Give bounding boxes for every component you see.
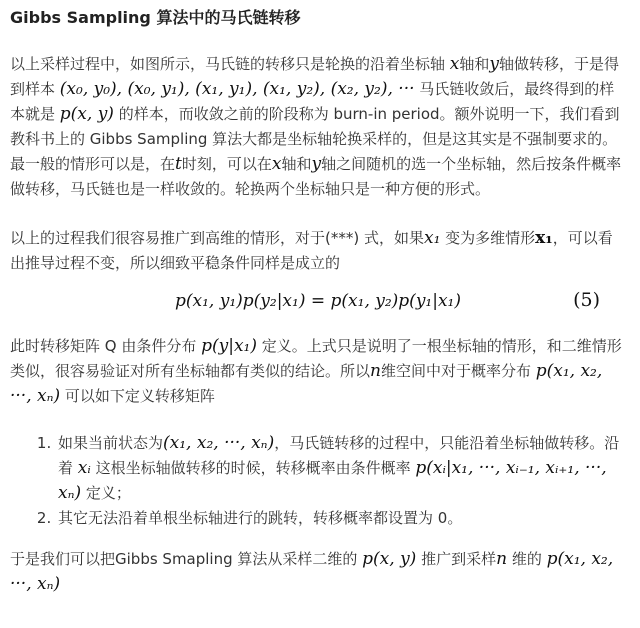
list-item [56, 431, 626, 506]
transition-rules-list [10, 431, 626, 531]
math-state: (x₁, x₂, ···, xₙ) [163, 433, 275, 453]
paragraph-high-dim [10, 226, 626, 276]
math-xi: xᵢ [77, 458, 91, 478]
text: 维空间中对于概率分布 [380, 362, 536, 380]
paragraph-generalize [10, 547, 626, 597]
text: 的样本，而收敛之前的阶段称为 burn-in period。额外说明一下，我们看到教科书上的 Gibbs Sampling 算法大都是坐标轴轮换采样的，但是这其实是不强制要求的。最一般的情形可以是，在 [10, 105, 620, 173]
math-x: x [449, 54, 460, 74]
text: 以上的过程我们很容易推广到高维的情形，对于(***) 式，如果 [10, 229, 424, 247]
text: 维的 [507, 550, 547, 568]
text: 变为多维情形 [440, 229, 536, 247]
text: 轴之间随机的选一个坐标轴，然后按条件概率做转移，马氏链也是一样收敛的。轮换两个坐标轴只是一种方便的形式。 [10, 155, 622, 198]
paragraph-transition-matrix [10, 334, 626, 409]
text: 其它无法沿着单根坐标轴进行的跳转，转移概率都设置为 0。 [58, 509, 463, 527]
math-x1: x₁ [423, 228, 441, 248]
math-pxy: p(x, y) [59, 104, 114, 124]
math-pxy: p(x, y) [362, 549, 417, 569]
text: 定义； [81, 484, 131, 502]
text: 如果当前状态为 [58, 434, 164, 452]
math-x: x [271, 154, 282, 174]
paragraph-burn-in [10, 52, 626, 202]
math-joint: p(x₁, x₂, ···, xₙ) [10, 549, 614, 594]
text: 轴和 [459, 55, 490, 73]
math-n: n [370, 361, 381, 381]
text: 这根坐标轴做转移的时候，转移概率由条件概率 [90, 459, 416, 477]
equation-number: (5) [573, 289, 600, 311]
math-t: t [175, 154, 182, 174]
text: 时刻，可以在 [181, 155, 272, 173]
text: 可以如下定义转移矩阵 [60, 387, 215, 405]
text: 推广到采样 [416, 550, 497, 568]
math-bold-x1: x₁ [535, 228, 553, 248]
text: 此时转移矩阵 Q 由条件分布 [10, 337, 202, 355]
text: 定义。上式只是说明了一根坐标轴的情形，和二维情形类似，很容易验证对所有坐标轴都有类似的结论。所以 [10, 337, 622, 380]
equation-body: p(x₁, y₁)p(y₂|x₁) = p(x₁, y₂)p(y₁|x₁) [175, 291, 461, 311]
math-y: y [489, 54, 499, 74]
text: 于是我们可以把Gibbs Smapling 算法从采样二维的 [10, 550, 363, 568]
section-title: Gibbs Sampling 算法中的马氏链转移 [10, 8, 301, 27]
text: ，马氏链转移的过程中，只能沿着坐标轴做转移。沿着 [58, 434, 620, 477]
math-sample-sequence: (x₀, y₀), (x₀, y₁), (x₁, y₁), (x₁, y₂), (x₂, y₂), ··· [59, 79, 415, 99]
math-joint: p(x₁, x₂, ···, xₙ) [10, 361, 603, 406]
math-n: n [496, 549, 508, 569]
text: 以上采样过程中，如图所示，马氏链的转移只是轮换的沿着坐标轴 [10, 55, 450, 73]
text: 轴做转移，于是得到样本 [10, 55, 620, 98]
text: 马氏链收敛后，最终得到的样本就是 [10, 80, 615, 123]
math-full-conditional: p(xᵢ|x₁, ···, xᵢ₋₁, xᵢ₊₁, ···, xₙ) [58, 458, 607, 503]
math-conditional: p(y|x₁) [201, 336, 258, 356]
equation-5 [10, 282, 626, 318]
list-item [56, 506, 626, 531]
text: ，可以看出推导过程不变，所以细致平稳条件同样是成立的 [10, 229, 613, 272]
text: 轴和 [281, 155, 312, 173]
math-y: y [311, 154, 322, 174]
